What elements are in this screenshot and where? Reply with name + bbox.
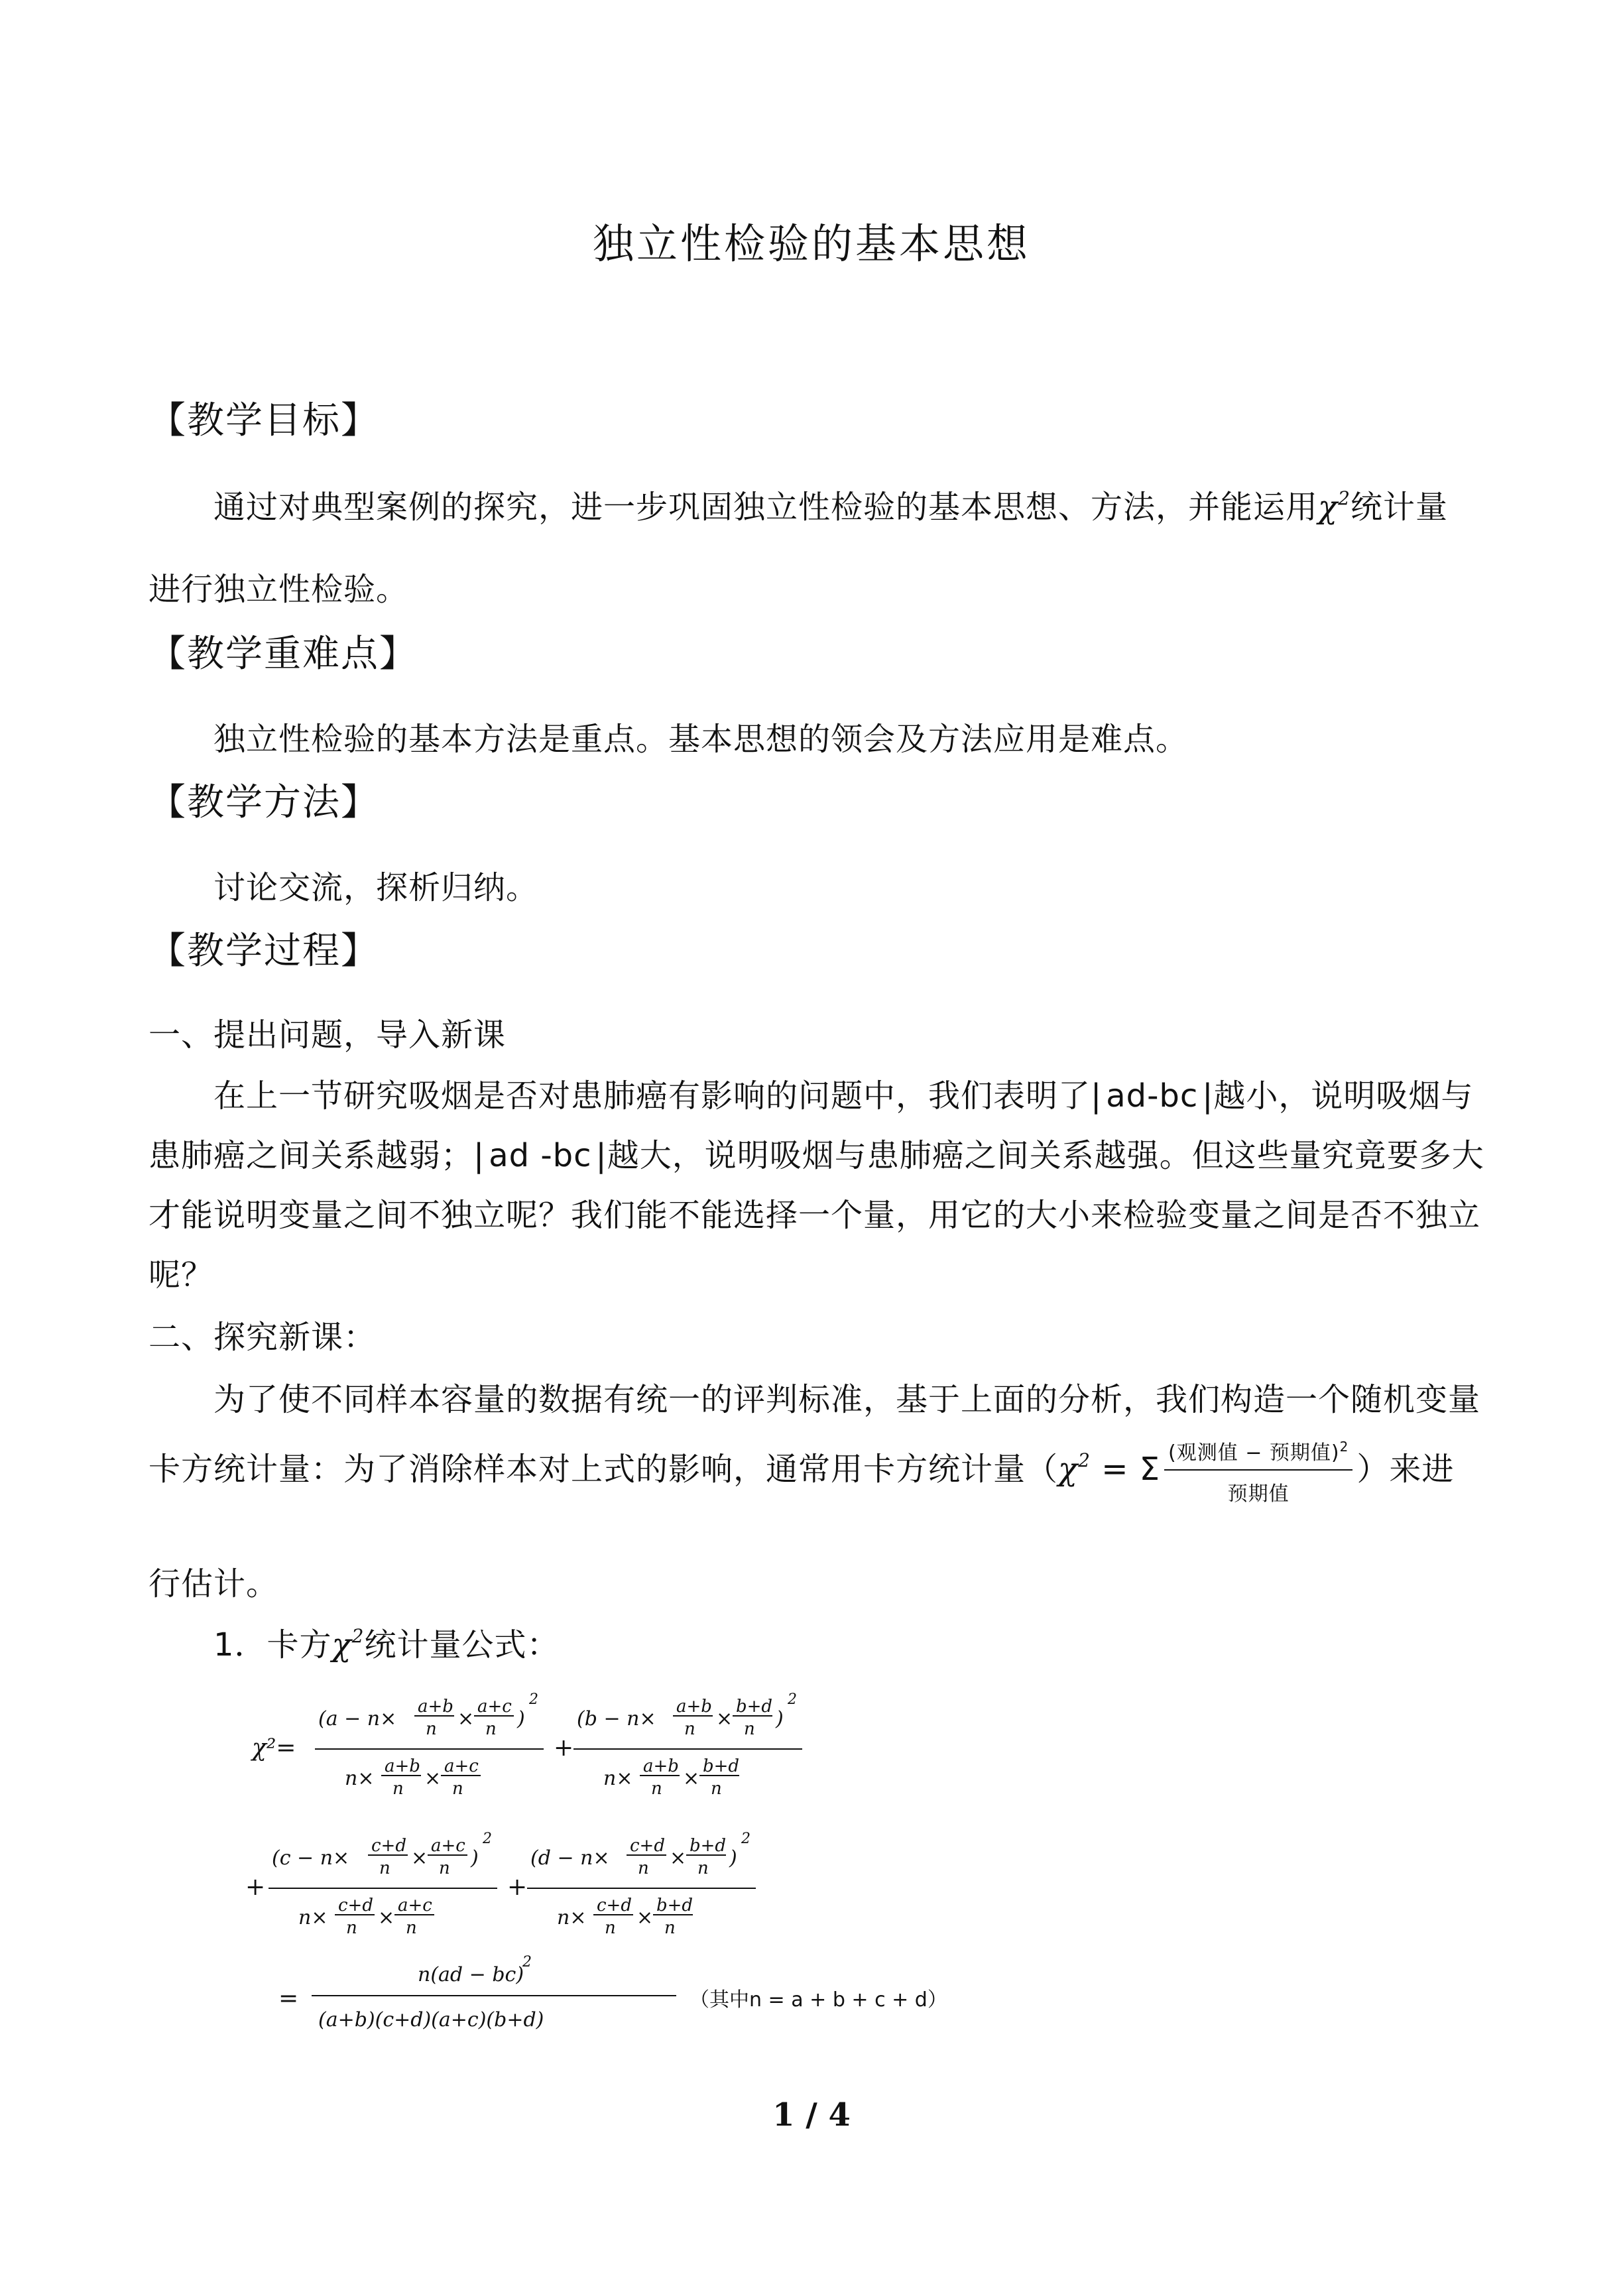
svg-text:×: ×	[683, 1767, 700, 1790]
para1-line-2	[149, 1130, 1484, 1176]
term-2-numerator: (b − n×	[577, 1707, 656, 1730]
svg-text:a+b: a+b	[676, 1697, 712, 1717]
svg-text:n: n	[439, 1858, 450, 1878]
svg-text:=: =	[278, 1985, 299, 2012]
step1-heading: 一、提出问题，导入新课	[149, 1016, 507, 1054]
svg-text:n: n	[406, 1918, 417, 1938]
fraction-numerator: (观测值 − 预期值)	[1168, 1441, 1340, 1465]
svg-text:2: 2	[741, 1831, 751, 1847]
svg-text:n: n	[638, 1858, 649, 1878]
svg-text:n: n	[605, 1918, 616, 1938]
page-number: 1 / 4	[772, 2096, 851, 2134]
chi-square-formula	[245, 1671, 1379, 2042]
svg-text:b+d: b+d	[736, 1697, 773, 1717]
svg-text:+: +	[245, 1874, 266, 1901]
svg-text:n: n	[664, 1918, 676, 1938]
svg-text:n: n	[426, 1719, 437, 1739]
svg-text:n: n	[697, 1858, 709, 1878]
svg-text:c+d: c+d	[597, 1896, 632, 1915]
svg-text:): )	[517, 1707, 525, 1730]
svg-text:a+b: a+b	[643, 1756, 679, 1776]
objective-text-b: 统计量	[1350, 489, 1448, 526]
item1-text-a: 1．卡方	[213, 1626, 332, 1663]
svg-text:×: ×	[636, 1906, 654, 1929]
svg-text:n×: n×	[557, 1906, 587, 1929]
svg-text:χ²=: χ²=	[252, 1734, 296, 1762]
para1-line-4: 呢？	[149, 1256, 214, 1294]
svg-text:n×: n×	[345, 1767, 375, 1790]
svg-text:×: ×	[411, 1846, 428, 1870]
process-heading: 【教学过程】	[149, 930, 379, 973]
abs-expr-1: ad-bc	[1106, 1077, 1199, 1115]
para1-text-a: 在上一节研究吸烟是否对患肺癌有影响的问题中，我们表明了	[213, 1077, 1091, 1115]
para2-text-b: ）来进	[1356, 1451, 1455, 1488]
svg-text:): )	[729, 1846, 737, 1870]
svg-text:a+c: a+c	[398, 1896, 432, 1915]
svg-text:n: n	[485, 1719, 497, 1739]
inline-fraction: $\frac{(观测值 - 预期值)^2}{\text{预期值}}$	[1164, 1436, 1352, 1506]
svg-text:b+d: b+d	[656, 1896, 693, 1915]
para2-line-1: 为了使不同样本容量的数据有统一的评判标准，基于上面的分析，我们构造一个随机变量	[213, 1381, 1481, 1418]
svg-text:2: 2	[522, 1954, 532, 1970]
svg-text:n: n	[711, 1779, 722, 1799]
abs-value-2: | ad -bc |	[473, 1137, 607, 1174]
difficulty-heading: 【教学重难点】	[149, 633, 418, 676]
svg-text:c+d: c+d	[338, 1896, 373, 1915]
term-4-numerator: (d − n×	[530, 1846, 610, 1870]
method-text: 讨论交流，探析归纳。	[213, 869, 539, 906]
chi-square-symbol-2: $\chi^2$	[331, 1625, 365, 1663]
fraction-denominator: 预期值	[1227, 1482, 1290, 1506]
result-denominator: (a+b)(c+d)(a+c)(b+d)	[318, 2008, 544, 2031]
svg-text:n: n	[651, 1779, 662, 1799]
para2-line-2: 卡方统计量：为了消除样本对上式的影响，通常用卡方统计量（$\chi^2 = \Sigma$ $\frac{(观测值 - 预期值)^2}{\text{预期值}}$ ）来进	[149, 1436, 1454, 1506]
svg-text:a+c: a+c	[431, 1836, 465, 1856]
svg-text:): )	[471, 1846, 479, 1870]
svg-text:2: 2	[788, 1691, 797, 1708]
method-heading: 【教学方法】	[149, 781, 379, 824]
svg-text:b+d: b+d	[703, 1756, 740, 1776]
chi-square-inline: $\chi^2$	[1058, 1449, 1091, 1488]
objective-text-a: 通过对典型案例的探究，进一步巩固独立性检验的基本思想、方法，并能运用	[213, 489, 1319, 526]
item1-line	[213, 1619, 559, 1665]
svg-text:c+d: c+d	[371, 1836, 406, 1856]
result-numerator: n(ad − bc)	[418, 1963, 524, 1986]
objective-heading: 【教学目标】	[149, 399, 379, 442]
para1-text-c: 患肺癌之间关系越弱；	[149, 1137, 474, 1174]
svg-text:n: n	[744, 1719, 755, 1739]
abs-value-1: | ad-bc |	[1091, 1077, 1214, 1115]
svg-text:×: ×	[378, 1906, 395, 1929]
abs-expr-2: ad -bc	[489, 1137, 592, 1174]
objective-line-2: 进行独立性检验。	[149, 571, 409, 608]
svg-text:×: ×	[457, 1707, 475, 1730]
svg-text:n×: n×	[298, 1906, 328, 1929]
term-1-numerator: (a − n×	[318, 1707, 397, 1730]
svg-text:n: n	[346, 1918, 357, 1938]
svg-text:n: n	[392, 1779, 404, 1799]
svg-text:×: ×	[424, 1767, 442, 1790]
item1-text-b: 统计量公式：	[364, 1626, 560, 1663]
para1-text-b: 越小，说明吸烟与	[1213, 1077, 1474, 1115]
svg-text:×: ×	[670, 1846, 687, 1870]
formula-note: （其中n = a + b + c + d）	[690, 1988, 947, 2012]
para2-line-3: 行估计。	[149, 1565, 279, 1602]
term-3-numerator: (c − n×	[272, 1846, 350, 1870]
svg-text:2: 2	[483, 1831, 492, 1847]
svg-text:n: n	[452, 1779, 463, 1799]
svg-text:): )	[776, 1707, 784, 1730]
svg-text:n×: n×	[603, 1767, 633, 1790]
objective-line-1	[213, 481, 1448, 527]
chi-square-symbol: $\chi^2$	[1318, 487, 1351, 526]
svg-text:+: +	[507, 1874, 528, 1901]
para2-text-a: 卡方统计量：为了消除样本对上式的影响，通常用卡方统计量（	[149, 1451, 1059, 1488]
page-title: 独立性检验的基本思想	[592, 219, 1030, 268]
svg-text:2: 2	[529, 1691, 538, 1708]
svg-text:a+b: a+b	[418, 1697, 453, 1717]
svg-text:+: +	[554, 1734, 574, 1762]
svg-text:n: n	[684, 1719, 695, 1739]
para1-line-3: 才能说明变量之间不独立呢？我们能不能选择一个量，用它的大小来检验变量之间是否不独立	[149, 1197, 1481, 1234]
svg-text:b+d: b+d	[690, 1836, 727, 1856]
para1-line-1	[213, 1070, 1473, 1116]
svg-text:c+d: c+d	[630, 1836, 665, 1856]
svg-text:a+c: a+c	[477, 1697, 512, 1717]
step2-heading: 二、探究新课：	[149, 1319, 377, 1356]
svg-text:a+c: a+c	[444, 1756, 479, 1776]
para1-text-d: 越大，说明吸烟与患肺癌之间关系越强。但这些量究竟要多大	[607, 1137, 1484, 1174]
svg-text:n: n	[379, 1858, 391, 1878]
svg-text:a+b: a+b	[385, 1756, 420, 1776]
svg-text:×: ×	[716, 1707, 733, 1730]
difficulty-text: 独立性检验的基本方法是重点。基本思想的领会及方法应用是难点。	[213, 721, 1189, 758]
